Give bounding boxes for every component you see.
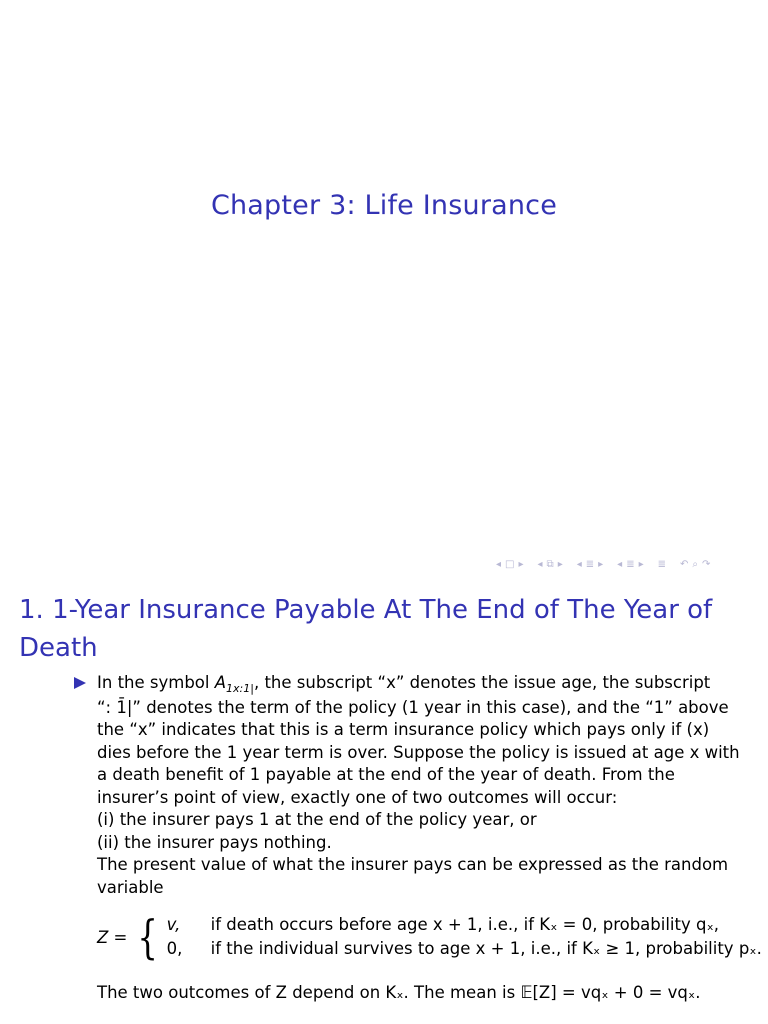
bullet-text [97, 672, 740, 899]
random-variable-equation [97, 910, 762, 964]
triangle-bullet-icon [74, 677, 86, 689]
beamer-navigation-bar [496, 556, 714, 572]
nav-subsection-icon[interactable]: ⧉ [546, 558, 554, 570]
equation-lhs: Z = [97, 927, 128, 947]
bullet-line-10: variable [97, 877, 164, 897]
nav-frame-icon[interactable]: □ [505, 558, 515, 570]
case-1-condition: if death occurs before age x + 1, i.e., if Kₓ = 0, probability qₓ, [210, 915, 720, 934]
frame-title-line-2: Death [19, 633, 98, 663]
bullet-line-4: dies before the 1 year term is over. Suppose the policy is issued at age x with [97, 742, 740, 762]
bullet-line-8: (ii) the insurer pays nothing. [97, 832, 332, 852]
bullet-line-3: the “x” indicates that this is a term insurance policy which pays only if (x) [97, 720, 710, 739]
nav-part-left-icon[interactable]: ◂ [617, 558, 623, 570]
nav-left-arrow-icon[interactable]: ◂ [496, 558, 502, 570]
case-1-value: v, [166, 915, 181, 934]
nav-section-left-icon[interactable]: ◂ [576, 558, 582, 570]
bullet-line-7: (i) the insurer pays 1 at the end of the policy year, or [97, 810, 537, 829]
nav-back-icon[interactable]: ↶ [680, 558, 689, 570]
case-2-value: 0, [166, 939, 183, 958]
bullet-line-9: The present value of what the insurer pays can be expressed as the random [97, 855, 729, 874]
bullet-item [74, 672, 740, 899]
equation-cases [167, 914, 762, 960]
chapter-title: Chapter 3: Life Insurance [210, 190, 558, 221]
nav-subsection-left-icon[interactable]: ◂ [537, 558, 543, 570]
conclusion-text: The two outcomes of Z depend on Kₓ. The mean is 𝔼[Z] = vqₓ + 0 = vqₓ. [97, 983, 701, 1002]
frame-title-line-1: 1. 1-Year Insurance Payable At The End of The Year of [19, 595, 713, 625]
nav-part-right-icon[interactable]: ▸ [638, 558, 644, 570]
text-run: In the symbol [97, 673, 215, 692]
content-slide [0, 576, 768, 1024]
left-brace-icon: { [137, 910, 159, 964]
nav-forward-icon[interactable]: ↷ [702, 558, 711, 570]
bullet-line-5: a death benefit of 1 payable at the end of the year of death. From the [97, 765, 675, 784]
text-run: , the subscript “x” denotes the issue age, the subscript [253, 673, 711, 692]
frame-title [19, 591, 739, 667]
bullet-line-2: “: 1̄|” denotes the term of the policy (1 year in this case), and the “1” above [97, 697, 729, 717]
nav-section-right-icon[interactable]: ▸ [598, 558, 604, 570]
nav-section-icon[interactable]: ≣ [585, 558, 595, 570]
nav-appendix-icon[interactable]: ≣ [657, 558, 667, 570]
nav-subsection-right-icon[interactable]: ▸ [557, 558, 563, 570]
bullet-line-1 [97, 672, 734, 697]
nav-part-icon[interactable]: ≣ [626, 558, 635, 570]
actuarial-subscript: 1x:1| [226, 682, 254, 695]
actuarial-symbol: A [214, 673, 227, 692]
nav-right-arrow-icon[interactable]: ▸ [518, 558, 524, 570]
case-2-condition: if the individual survives to age x + 1, i.e., if Kₓ ≥ 1, probability pₓ. [210, 939, 762, 958]
nav-search-icon[interactable]: ⌕ [692, 558, 699, 570]
bullet-line-6: insurer’s point of view, exactly one of two outcomes will occur: [97, 787, 618, 807]
